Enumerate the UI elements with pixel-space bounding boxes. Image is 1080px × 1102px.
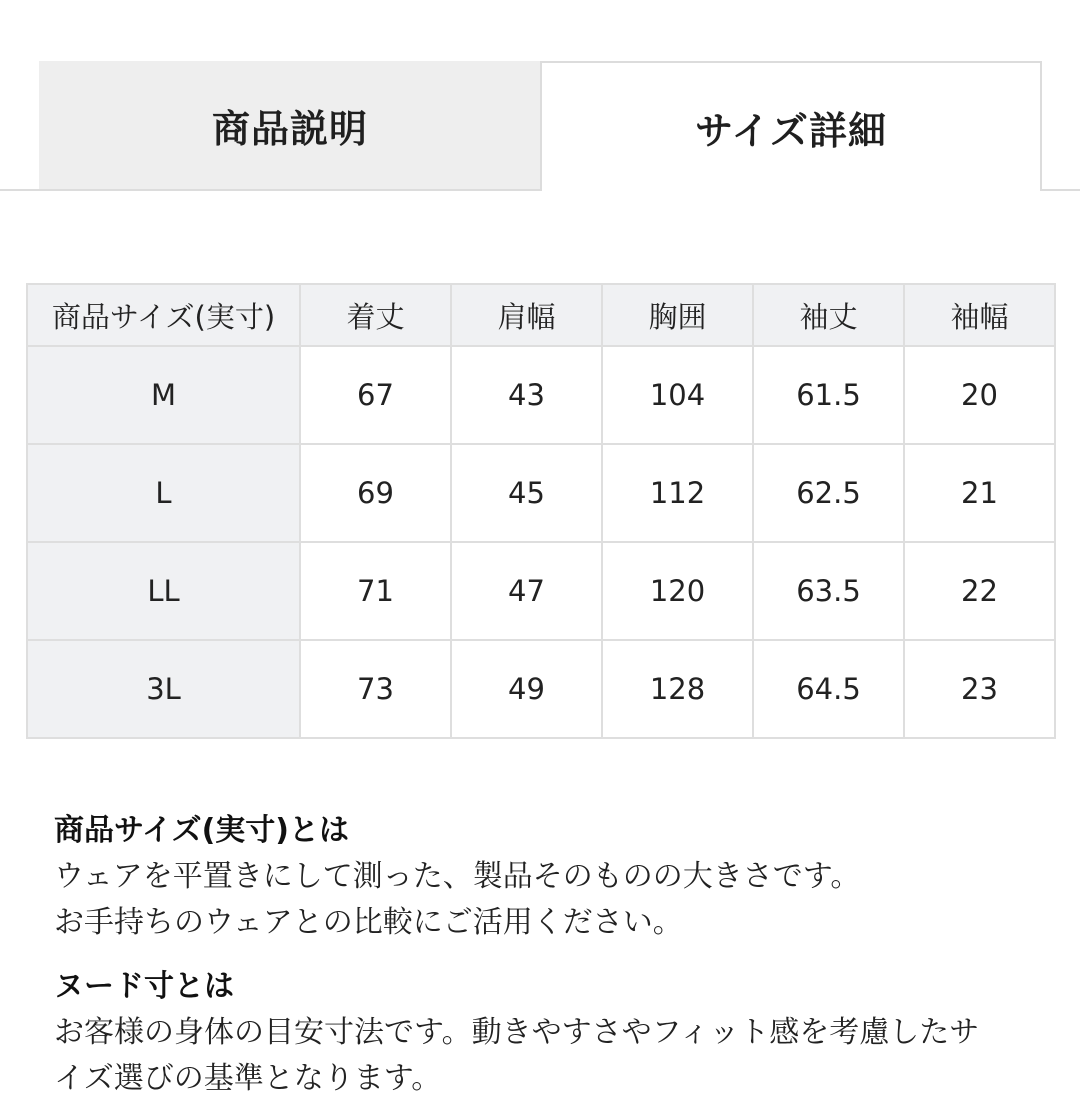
header-sleeve-width: 袖幅	[904, 284, 1055, 346]
size-label-cell: M	[27, 346, 300, 444]
size-table-header	[27, 284, 1055, 346]
size-label-cell: LL	[27, 542, 300, 640]
header-chest: 胸囲	[602, 284, 753, 346]
table-cell: 128	[602, 640, 753, 738]
table-cell: 71	[300, 542, 451, 640]
table-cell: 22	[904, 542, 1055, 640]
nude-size-note	[54, 964, 1054, 1102]
table-cell: 43	[451, 346, 602, 444]
table-cell: 73	[300, 640, 451, 738]
header-shoulder-width: 肩幅	[451, 284, 602, 346]
table-cell: 61.5	[753, 346, 904, 444]
table-cell: 69	[300, 444, 451, 542]
table-cell: 64.5	[753, 640, 904, 738]
size-table-body	[27, 346, 1055, 738]
size-label-cell: 3L	[27, 640, 300, 738]
actual-size-note-title: 商品サイズ(実寸)とは	[54, 813, 350, 848]
table-row	[27, 542, 1055, 640]
table-cell: 23	[904, 640, 1055, 738]
actual-size-note-line-2: お手持ちのウェアとの比較にご活用ください。	[54, 905, 683, 940]
table-cell: 62.5	[753, 444, 904, 542]
table-cell: 104	[602, 346, 753, 444]
table-cell: 21	[904, 444, 1055, 542]
size-table	[26, 283, 1056, 739]
table-row	[27, 346, 1055, 444]
header-product-size: 商品サイズ(実寸)	[27, 284, 300, 346]
header-sleeve-length: 袖丈	[753, 284, 904, 346]
nude-size-note-line-2: イズ選びの基準となります。	[54, 1061, 442, 1096]
table-cell: 63.5	[753, 542, 904, 640]
actual-size-note	[54, 808, 1054, 946]
table-cell: 49	[451, 640, 602, 738]
table-row	[27, 640, 1055, 738]
size-notes	[54, 808, 1054, 1102]
table-cell: 67	[300, 346, 451, 444]
actual-size-note-line-1: ウェアを平置きにして測った、製品そのものの大きさです。	[54, 859, 861, 894]
tab-size-details[interactable]: サイズ詳細	[540, 61, 1042, 191]
table-cell: 112	[602, 444, 753, 542]
table-row	[27, 444, 1055, 542]
nude-size-note-line-1: お客様の身体の目安寸法です。動きやすさやフィット感を考慮したサ	[54, 1015, 980, 1050]
table-cell: 120	[602, 542, 753, 640]
table-header-row	[27, 284, 1055, 346]
nude-size-note-title: ヌード寸とは	[54, 969, 234, 1004]
tab-bar	[0, 0, 1080, 191]
tab-product-description[interactable]: 商品説明	[39, 61, 541, 191]
table-cell: 45	[451, 444, 602, 542]
size-label-cell: L	[27, 444, 300, 542]
table-cell: 20	[904, 346, 1055, 444]
header-length: 着丈	[300, 284, 451, 346]
table-cell: 47	[451, 542, 602, 640]
